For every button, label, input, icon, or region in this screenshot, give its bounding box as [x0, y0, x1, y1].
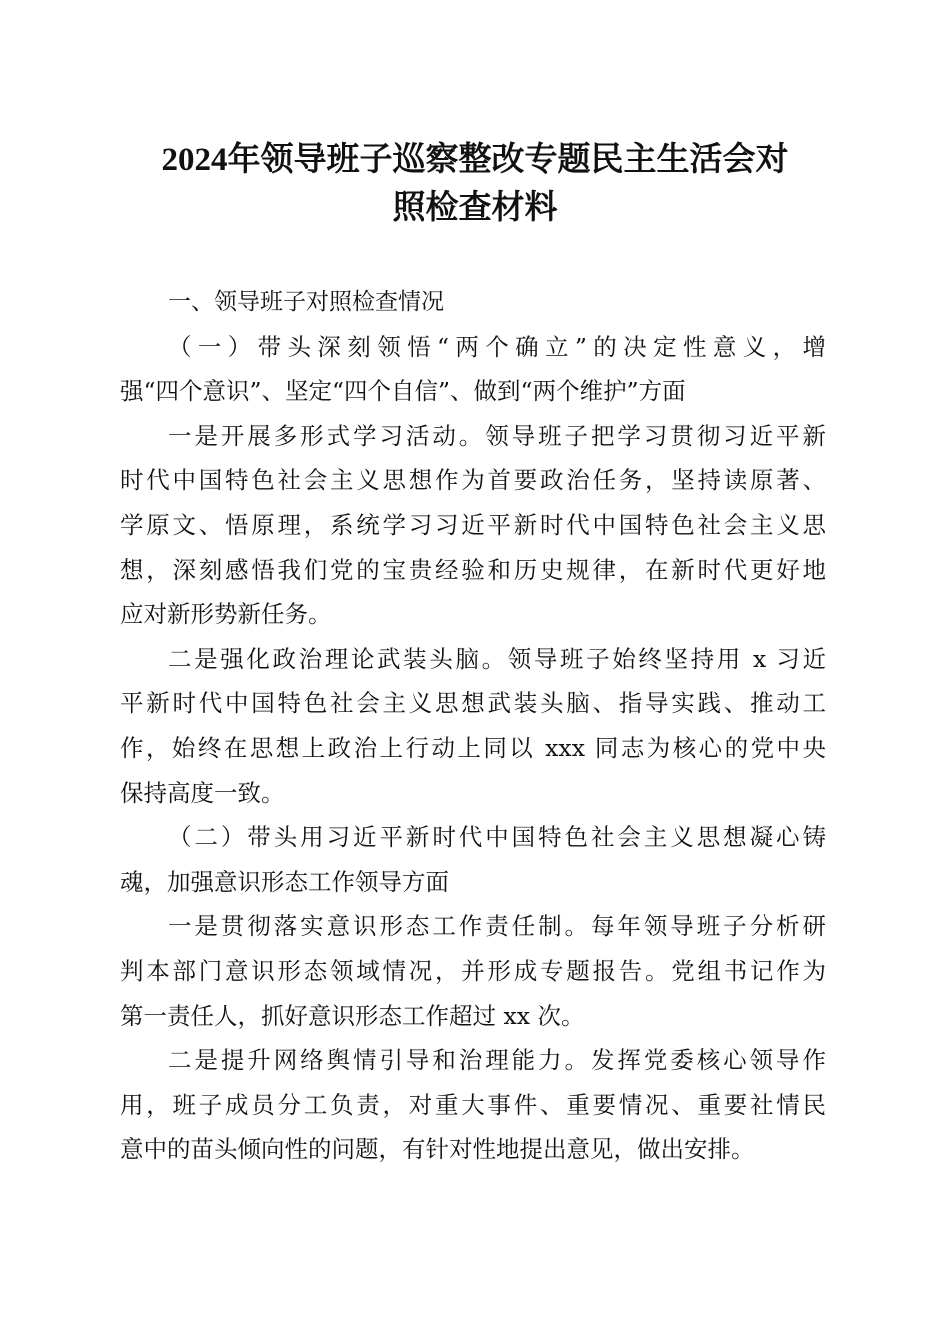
- paragraph-line: 第一责任人，抓好意识形态工作超过 xx 次。: [120, 1001, 585, 1030]
- paragraph-line: 判本部门意识形态领域情况，并形成专题报告。党组书记作为: [120, 956, 826, 985]
- paragraph-line: 一、领导班子对照检查情况: [168, 289, 444, 315]
- heading2: [120, 815, 826, 904]
- paragraph-line: 一是开展多形式学习活动。领导班子把学习贯彻习近平新: [168, 421, 826, 450]
- paragraph: [120, 637, 826, 815]
- document-title: [110, 136, 840, 232]
- paragraph-line: 想，深刻感悟我们党的宝贵经验和历史规律，在新时代更好地: [120, 555, 826, 584]
- heading2: [120, 325, 826, 414]
- paragraph-line: 保持高度一致。: [120, 778, 285, 807]
- paragraph-line: （二）带头用习近平新时代中国特色社会主义思想凝心铸: [168, 823, 826, 852]
- paragraph-line: 二是提升网络舆情引导和治理能力。发挥党委核心领导作: [168, 1046, 826, 1075]
- paragraph-line: 学原文、悟原理，系统学习习近平新时代中国特色社会主义思: [120, 510, 826, 539]
- paragraph-line: 二是强化政治理论武装头脑。领导班子始终坚持用 x 习近: [168, 644, 826, 673]
- paragraph-line: 意中的苗头倾向性的问题，有针对性地提出意见，做出安排。: [120, 1135, 755, 1164]
- paragraph-line: 时代中国特色社会主义思想作为首要政治任务，坚持读原著、: [120, 466, 826, 495]
- paragraph: [120, 1038, 826, 1172]
- paragraph-line: （一）带头深刻领悟“两个确立”的决定性意义，增: [168, 332, 826, 361]
- paragraph-line: 用，班子成员分工负责，对重大事件、重要情况、重要社情民: [120, 1090, 826, 1119]
- paragraph: [120, 904, 826, 1038]
- title-line: 2024年领导班子巡察整改专题民主生活会对: [161, 142, 789, 178]
- paragraph-line: 魂，加强意识形态工作领导方面: [120, 867, 449, 896]
- title-line: 照检查材料: [392, 190, 558, 226]
- paragraph-line: 一是贯彻落实意识形态工作责任制。每年领导班子分析研: [168, 912, 826, 941]
- paragraph-line: 应对新形势新任务。: [120, 600, 332, 629]
- paragraph-line: 平新时代中国特色社会主义思想武装头脑、指导实践、推动工: [120, 689, 826, 718]
- heading1: [120, 280, 826, 325]
- paragraph: [120, 414, 826, 637]
- paragraph-line: 强“四个意识”、坚定“四个自信”、做到“两个维护”方面: [120, 377, 686, 406]
- document-body: [120, 280, 826, 1172]
- paragraph-line: 作，始终在思想上政治上行动上同以 xxx 同志为核心的党中央: [120, 733, 826, 762]
